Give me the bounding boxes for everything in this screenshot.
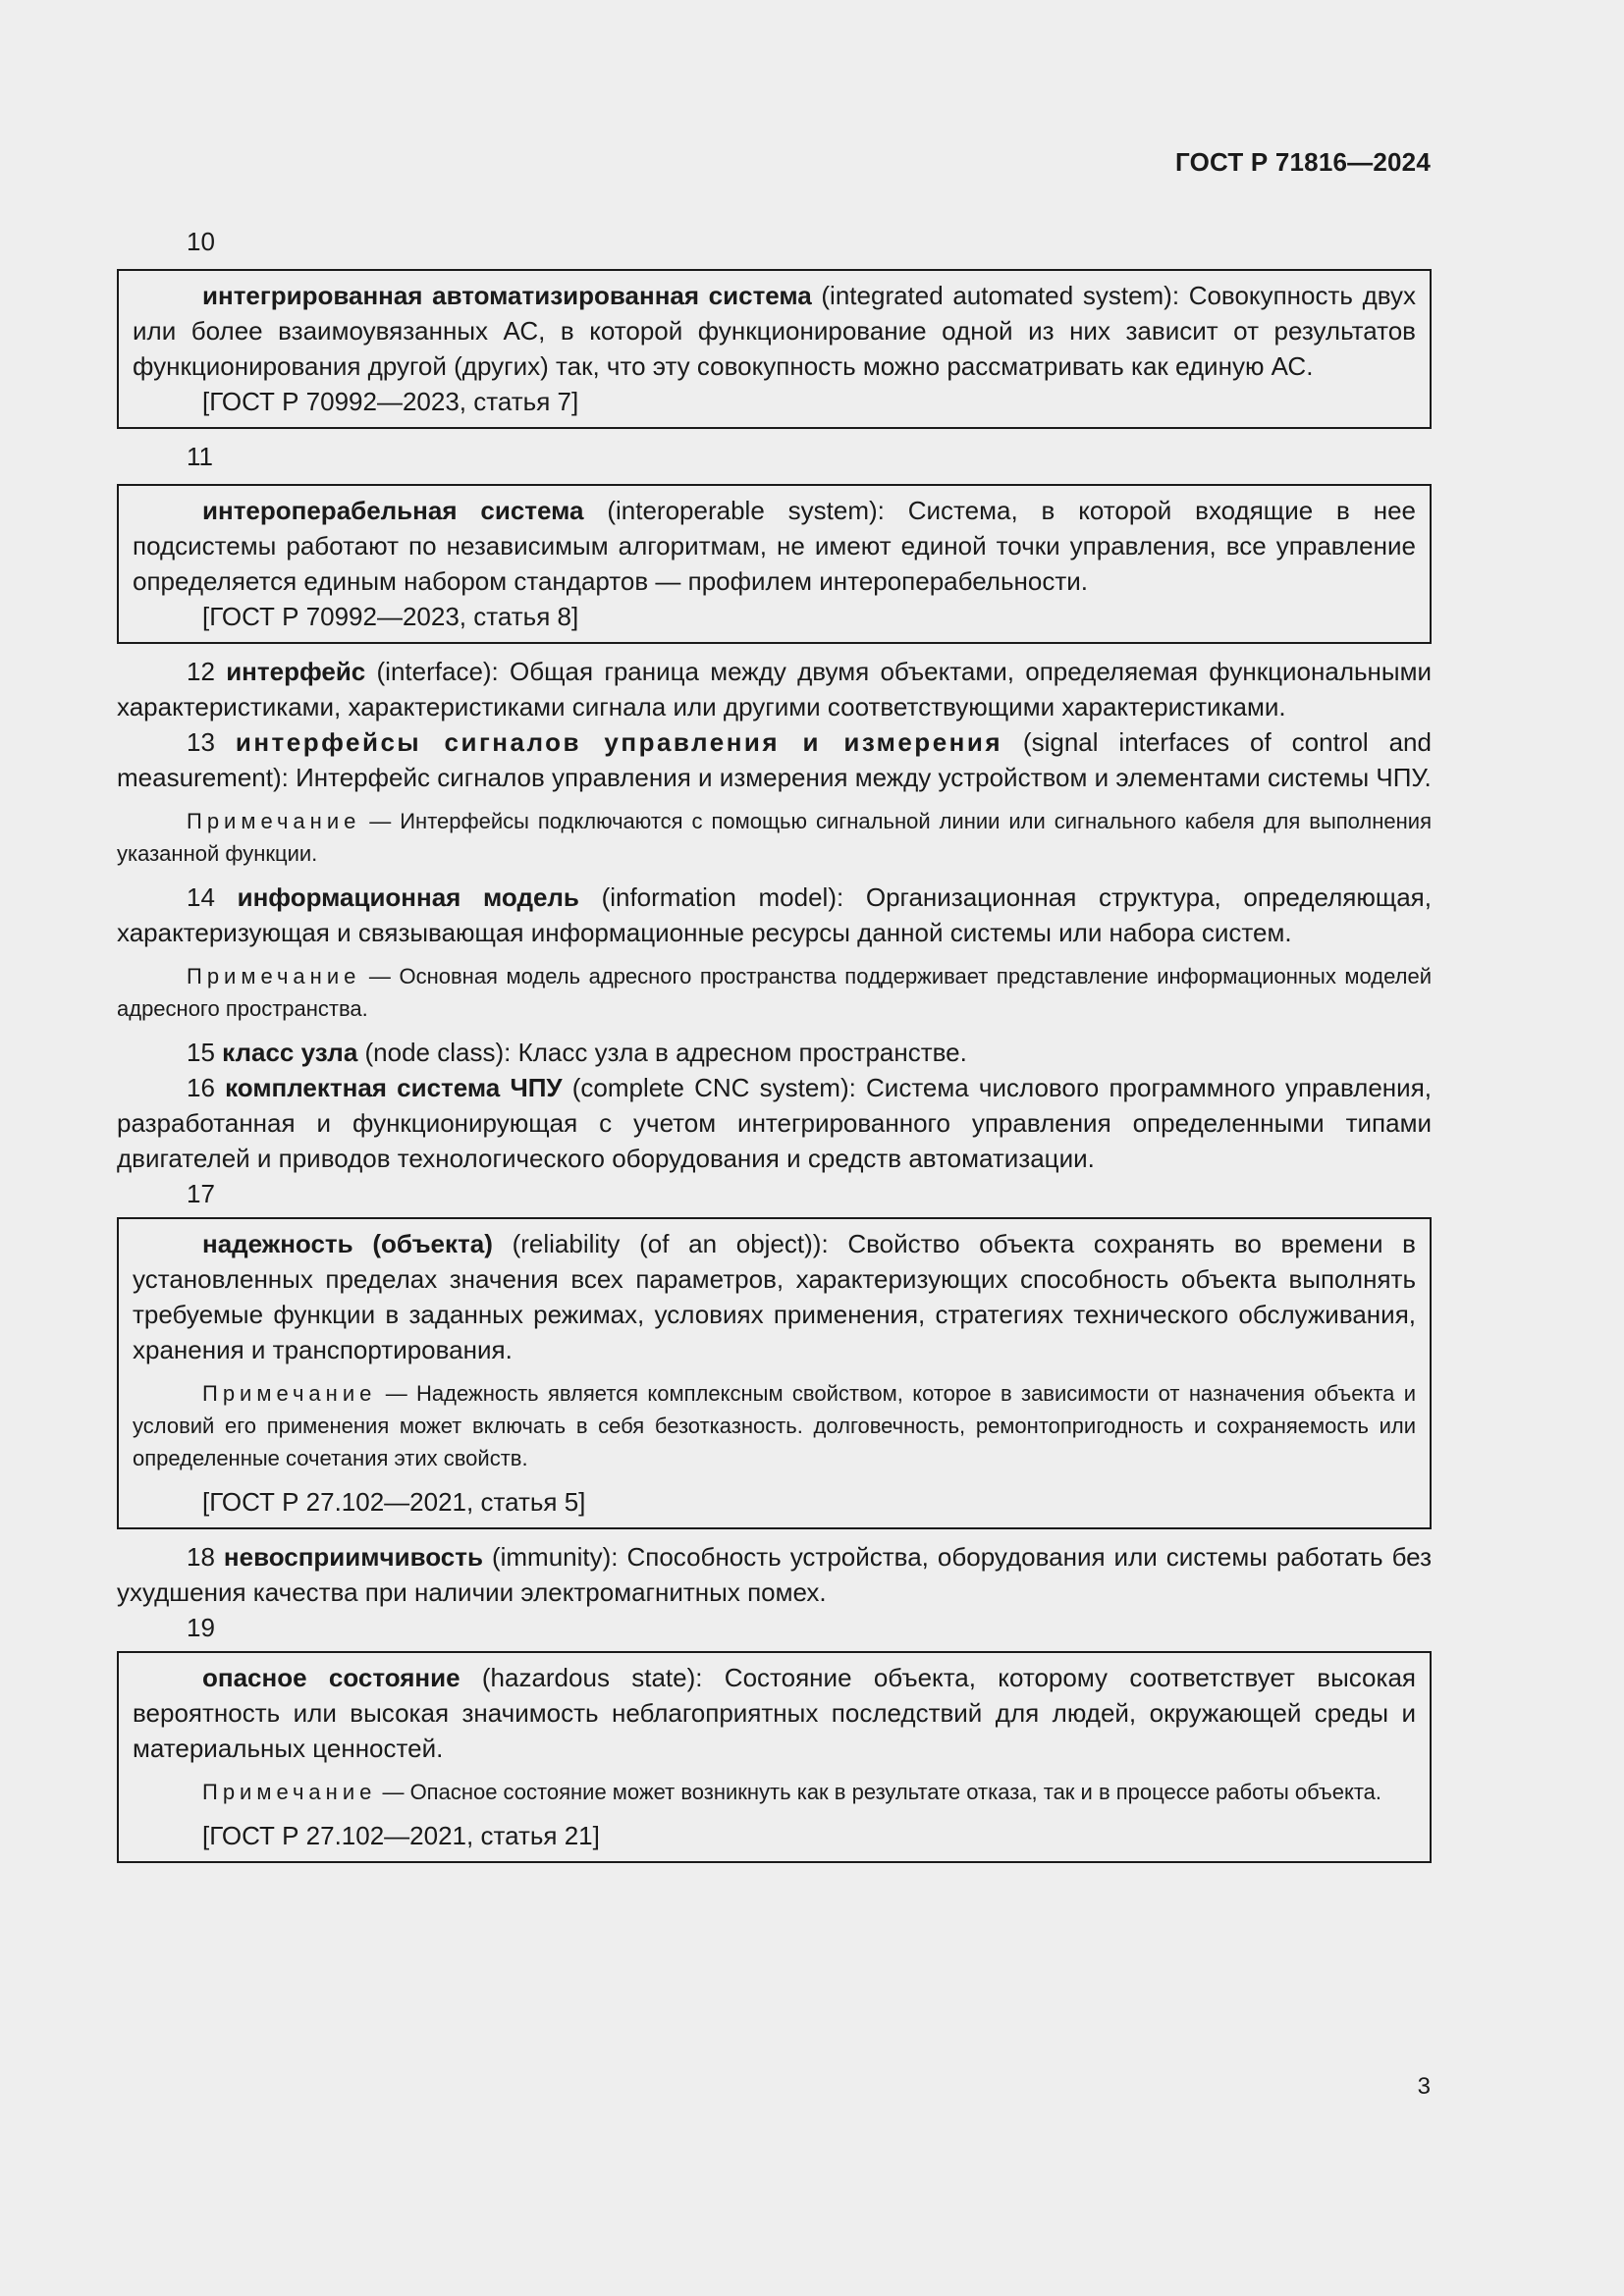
term-name: опасное состояние	[202, 1663, 460, 1692]
term-box	[117, 484, 1432, 644]
term-entry	[133, 1226, 1416, 1367]
term-entry	[117, 1539, 1432, 1610]
note-text: — Надежность является комплексным свойством, которое в зависимости от назначения объекта и условий его применения может включать в себя безотказность. долговечность, ремонтопригодность и сохраняемость или определенные сочетания этих свойств.	[133, 1381, 1416, 1470]
term-note	[133, 1377, 1416, 1474]
term-number: 19	[187, 1613, 215, 1642]
term-entry	[133, 493, 1416, 599]
term-entry	[117, 654, 1432, 724]
term-box	[117, 269, 1432, 429]
term-definition: (signal interfaces of control and measurement): Интерфейс сигналов управления и измерения между устройством и элементами системы ЧПУ.	[117, 727, 1432, 792]
note-label: Примечание	[202, 1381, 377, 1406]
term-number: 14	[187, 882, 238, 912]
term-definition: (immunity): Способность устройства, оборудования или системы работать без ухудшения качества при наличии электромагнитных помех.	[117, 1542, 1432, 1607]
term-source: [ГОСТ Р 27.102—2021, статья 5]	[202, 1487, 586, 1517]
term-name: невосприимчивость	[223, 1542, 483, 1572]
term-name: информационная модель	[237, 882, 579, 912]
term-definition: (interoperable system): Система, в которой входящие в нее подсистемы работают по независимым алгоритмам, не имеют единой точки управления, все управление определяется единым набором стандартов — профилем интероперабельности.	[133, 496, 1416, 596]
term-definition: (reliability (of an object)): Свойство объекта сохранять во времени в установленных пределах значения всех параметров, характеризующих способность объекта выполнять требуемые функции в заданных режимах, условиях применения, стратегиях технического обслуживания, хранения и транспортирования.	[133, 1229, 1416, 1364]
term-box	[117, 1651, 1432, 1863]
term-definition: (interface): Общая граница между двумя объектами, определяемая функциональными характеристиками, характеристиками сигнала или другими соответствующими характеристиками.	[117, 657, 1432, 721]
term-name: интегрированная автоматизированная система	[202, 281, 812, 310]
term-definition: (information model): Организационная структура, определяющая, характеризующая и связывающая информационные ресурсы данной системы или набора систем.	[117, 882, 1432, 947]
document-header: ГОСТ Р 71816—2024	[1175, 147, 1431, 177]
note-text: — Интерфейсы подключаются с помощью сигнальной линии или сигнального кабеля для выполнения указанной функции.	[117, 809, 1432, 866]
term-name: класс узла	[222, 1038, 358, 1067]
note-label: Примечание	[187, 964, 361, 988]
term-number: 17	[187, 1179, 215, 1208]
term-note	[133, 1776, 1416, 1808]
term-number: 12	[187, 657, 227, 686]
term-number: 13	[187, 727, 236, 757]
term-source: [ГОСТ Р 27.102—2021, статья 21]	[202, 1821, 600, 1850]
note-label: Примечание	[187, 809, 361, 833]
term-definition: (integrated automated system): Совокупность двух или более взаимоувязанных АС, в которой функционирование одной из них зависит от результатов функционирования другой (других) так, что эту совокупность можно рассматривать как единую АС.	[133, 281, 1416, 381]
term-source: [ГОСТ Р 70992—2023, статья 7]	[202, 387, 579, 416]
term-number: 15	[187, 1038, 223, 1067]
term-entry	[133, 278, 1416, 384]
term-source: [ГОСТ Р 70992—2023, статья 8]	[202, 602, 579, 631]
note-label: Примечание	[202, 1780, 377, 1804]
term-entry	[117, 1070, 1432, 1176]
term-box	[117, 1217, 1432, 1529]
document-body	[117, 224, 1432, 1873]
term-entry	[117, 880, 1432, 950]
term-number: 11	[187, 442, 213, 471]
term-number: 16	[187, 1073, 226, 1102]
term-definition: (hazardous state): Состояние объекта, которому соответствует высокая вероятность или высокая значимость неблагоприятных последствий для людей, окружающей среды и материальных ценностей.	[133, 1663, 1416, 1763]
term-name: интероперабельная система	[202, 496, 584, 525]
term-name: интерфейс	[226, 657, 366, 686]
note-text: — Опасное состояние может возникнуть как в результате отказа, так и в процессе работы объекта.	[376, 1780, 1382, 1804]
term-name: надежность (объекта)	[202, 1229, 493, 1258]
term-entry	[117, 1035, 1432, 1070]
term-note	[117, 805, 1432, 870]
term-definition: (node class): Класс узла в адресном пространстве.	[357, 1038, 967, 1067]
term-number: 10	[187, 227, 215, 256]
term-definition: (complete CNC system): Система числового программного управления, разработанная и функционирующая с учетом интегрированного управления определенными типами двигателей и приводов технологического оборудования и средств автоматизации.	[117, 1073, 1432, 1173]
term-number: 18	[187, 1542, 224, 1572]
term-entry	[133, 1660, 1416, 1766]
note-text: — Основная модель адресного пространства поддерживает представление информационных моделей адресного пространства.	[117, 964, 1432, 1021]
term-name: интерфейсы сигналов управления и измерения	[235, 727, 1003, 757]
term-note	[117, 960, 1432, 1025]
term-name: комплектная система ЧПУ	[225, 1073, 563, 1102]
term-entry	[117, 724, 1432, 795]
page-number: 3	[1417, 2073, 1431, 2100]
